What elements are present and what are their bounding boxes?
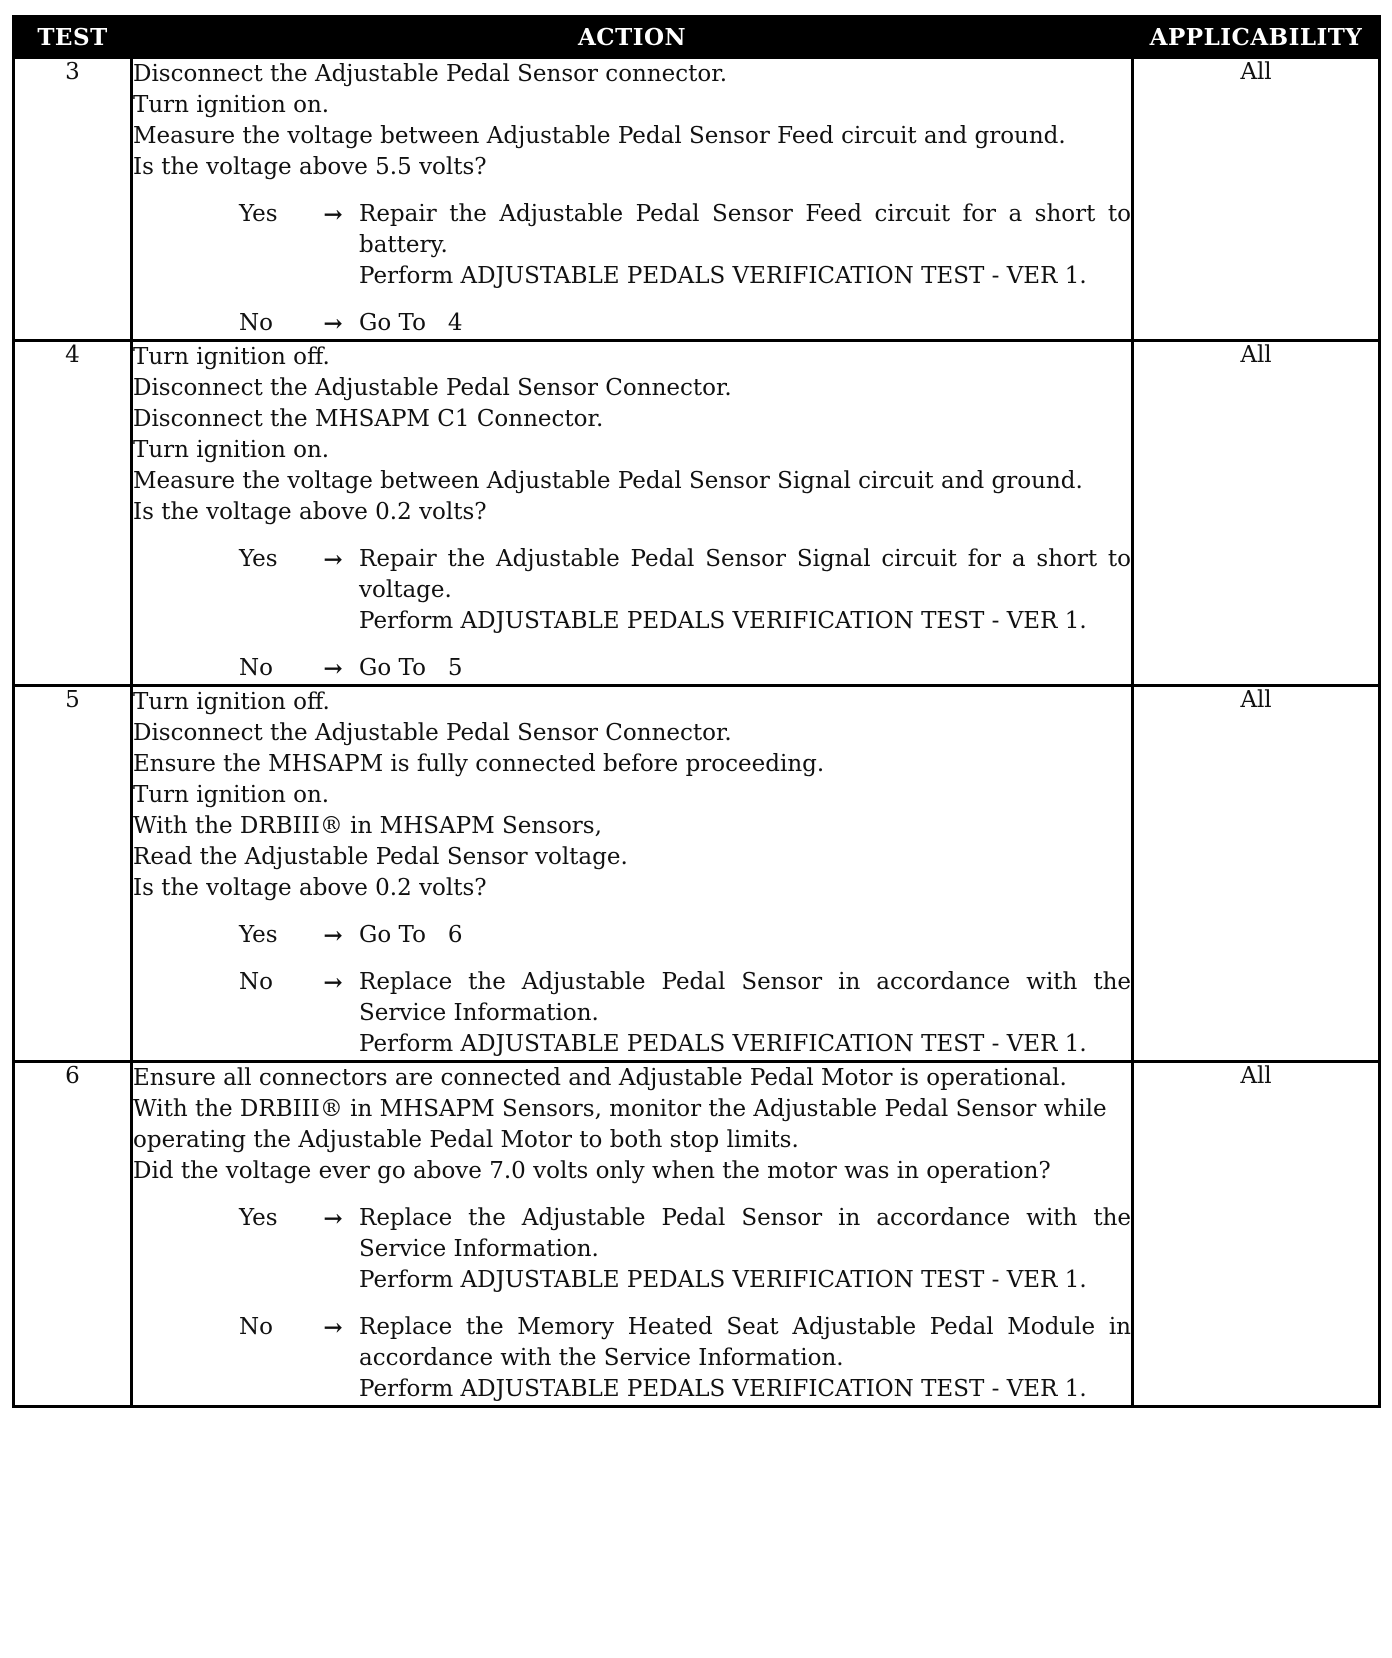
no-outcome: [133, 308, 1131, 339]
result-text: Replace the Adjustable Pedal Sensor in accordance with the Service Information.: [359, 969, 1139, 1026]
test-row-6: [14, 1062, 1380, 1407]
result-text: Repair the Adjustable Pedal Sensor Feed circuit for a short to battery.: [359, 201, 1139, 258]
step-text: With the DRBIII® in MHSAPM Sensors, monitor the Adjustable Pedal Sensor while operating the Adjustable Pedal Motor to both stop limits.: [133, 1096, 1107, 1153]
action-cell: [132, 1062, 1139, 1407]
test-row-4: [14, 341, 1380, 686]
step-text: Turn ignition on.: [133, 782, 330, 808]
yes-result: [359, 544, 1139, 637]
arrow-icon: →: [323, 310, 343, 337]
step-text: Turn ignition on.: [133, 92, 330, 118]
result-text: Replace the Memory Heated Seat Adjustable Pedal Module in accordance with the Service Information.: [359, 1314, 1139, 1371]
action-cell: [132, 58, 1139, 341]
step-text: Disconnect the Adjustable Pedal Sensor Connector.: [133, 375, 732, 401]
step-text: Is the voltage above 0.2 volts?: [133, 499, 487, 525]
step-text: Is the voltage above 5.5 volts?: [133, 154, 487, 180]
step-text: Read the Adjustable Pedal Sensor voltage.: [133, 844, 628, 870]
arrow-icon: →: [323, 201, 343, 228]
step-text: Did the voltage ever go above 7.0 volts only when the motor was in operation?: [133, 1158, 1051, 1184]
result-text: Perform ADJUSTABLE PEDALS VERIFICATION TEST - VER 1.: [359, 1031, 1087, 1057]
step-text: Turn ignition on.: [133, 437, 330, 463]
step-text: Is the voltage above 0.2 volts?: [133, 875, 487, 901]
yes-label: Yes: [239, 922, 278, 948]
arrow-icon: →: [323, 922, 343, 949]
yes-label: Yes: [239, 201, 278, 227]
header-action: ACTION: [132, 17, 1133, 58]
no-result: [359, 967, 1139, 1060]
diagnostic-table: [12, 15, 1381, 1408]
result-text: Perform ADJUSTABLE PEDALS VERIFICATION TEST - VER 1.: [359, 263, 1087, 289]
step-text: Ensure all connectors are connected and Adjustable Pedal Motor is operational.: [133, 1065, 1067, 1091]
step-text: Disconnect the Adjustable Pedal Sensor Connector.: [133, 720, 732, 746]
test-number: 6: [14, 1062, 132, 1407]
applicability-value: All: [1133, 1062, 1380, 1407]
step-text: Ensure the MHSAPM is fully connected before proceeding.: [133, 751, 825, 777]
yes-label: Yes: [239, 1205, 278, 1231]
result-text: Go To 6: [359, 922, 463, 948]
step-text: Turn ignition off.: [133, 344, 330, 370]
yes-result: [359, 199, 1139, 292]
result-text: Replace the Adjustable Pedal Sensor in accordance with the Service Information.: [359, 1205, 1139, 1262]
action-cell: [132, 686, 1139, 1062]
no-outcome: [133, 1312, 1139, 1405]
applicability-value: All: [1133, 58, 1380, 341]
yes-outcome: [133, 544, 1139, 637]
yes-outcome: [133, 1203, 1139, 1296]
test-number: 5: [14, 686, 132, 1062]
no-label: No: [239, 969, 273, 995]
no-outcome: [133, 653, 1131, 684]
arrow-icon: →: [323, 655, 343, 682]
result-text: Go To 4: [359, 310, 463, 336]
step-text: Measure the voltage between Adjustable Pedal Sensor Signal circuit and ground.: [133, 468, 1083, 494]
yes-outcome: [133, 920, 1131, 951]
step-text: With the DRBIII® in MHSAPM Sensors,: [133, 813, 602, 839]
arrow-icon: →: [323, 546, 343, 573]
no-result: [359, 1312, 1139, 1405]
arrow-icon: →: [323, 1205, 343, 1232]
step-text: Measure the voltage between Adjustable Pedal Sensor Feed circuit and ground.: [133, 123, 1066, 149]
header-row: [14, 17, 1380, 58]
test-row-3: [14, 58, 1380, 341]
no-result: [359, 308, 1131, 339]
result-text: Perform ADJUSTABLE PEDALS VERIFICATION TEST - VER 1.: [359, 608, 1087, 634]
no-label: No: [239, 1314, 273, 1340]
result-text: Go To 5: [359, 655, 463, 681]
arrow-icon: →: [323, 969, 343, 996]
yes-result: [359, 920, 1131, 951]
step-text: Disconnect the MHSAPM C1 Connector.: [133, 406, 604, 432]
arrow-icon: →: [323, 1314, 343, 1341]
test-number: 4: [14, 341, 132, 686]
header-test: TEST: [14, 17, 132, 58]
no-label: No: [239, 310, 273, 336]
no-outcome: [133, 967, 1139, 1060]
result-text: Repair the Adjustable Pedal Sensor Signal circuit for a short to voltage.: [359, 546, 1139, 603]
test-row-5: [14, 686, 1380, 1062]
result-text: Perform ADJUSTABLE PEDALS VERIFICATION TEST - VER 1.: [359, 1267, 1087, 1293]
yes-outcome: [133, 199, 1139, 292]
test-number: 3: [14, 58, 132, 341]
yes-label: Yes: [239, 546, 278, 572]
applicability-value: All: [1133, 341, 1380, 686]
step-text: Disconnect the Adjustable Pedal Sensor connector.: [133, 61, 728, 87]
header-applicability: APPLICABILITY: [1133, 17, 1380, 58]
action-cell: [132, 341, 1139, 686]
no-label: No: [239, 655, 273, 681]
result-text: Perform ADJUSTABLE PEDALS VERIFICATION TEST - VER 1.: [359, 1376, 1087, 1402]
step-text: Turn ignition off.: [133, 689, 330, 715]
no-result: [359, 653, 1131, 684]
yes-result: [359, 1203, 1139, 1296]
applicability-value: All: [1133, 686, 1380, 1062]
